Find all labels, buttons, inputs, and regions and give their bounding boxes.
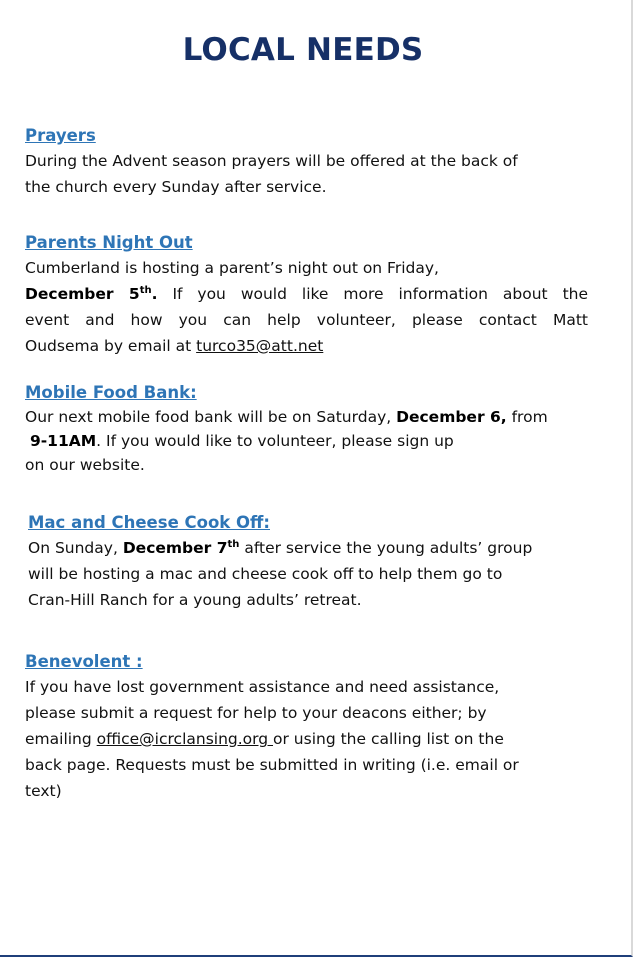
prayers-heading: Prayers — [25, 126, 96, 145]
food-bank-text — [25, 405, 588, 477]
prayers-text — [25, 148, 588, 200]
mac-cheese-text — [28, 535, 591, 613]
food-bank-time: 9-11AM — [29, 432, 97, 450]
prayers-line-2: the church every Sunday after service. — [25, 178, 327, 196]
section-parents-night-out — [25, 231, 588, 359]
parents-night-text — [25, 255, 588, 359]
parents-night-line-4: Oudsema by email at turco35@att.net — [25, 337, 324, 355]
food-bank-line-3: on our website. — [25, 456, 145, 474]
section-mac-and-cheese — [28, 511, 591, 613]
benevolent-line-1: If you have lost government assistance and need assistance, — [25, 678, 500, 696]
benevolent-line-2: please submit a request for help to your deacons either; by — [25, 704, 487, 722]
benevolent-email-link[interactable]: office@icrclansing.org — [96, 730, 274, 748]
parents-night-date: December 5th. — [25, 284, 158, 303]
food-bank-line-1: Our next mobile food bank will be on Saturday, December 6, from — [25, 408, 548, 426]
benevolent-line-3: emailing office@icrclansing.org or using the calling list on the — [25, 730, 504, 748]
section-mobile-food-bank — [25, 381, 588, 477]
prayers-line-1: During the Advent season prayers will be offered at the back of — [25, 152, 518, 170]
parents-night-line-1: Cumberland is hosting a parent’s night out on Friday, — [25, 259, 439, 277]
parents-night-line-3: event and how you can help volunteer, please contact Matt — [25, 311, 588, 329]
mac-cheese-date: December 7th — [122, 538, 240, 557]
parents-night-heading: Parents Night Out — [25, 233, 193, 252]
benevolent-line-5: text) — [25, 782, 62, 800]
benevolent-line-4: back page. Requests must be submitted in writing (i.e. email or — [25, 756, 519, 774]
mac-cheese-line-1: On Sunday, December 7th after service the young adults’ group — [28, 538, 533, 557]
food-bank-line-2: 9-11AM. If you would like to volunteer, please sign up — [29, 432, 454, 450]
benevolent-heading: Benevolent : — [25, 652, 143, 671]
mac-cheese-heading: Mac and Cheese Cook Off: — [28, 513, 270, 532]
benevolent-text — [25, 674, 588, 804]
section-prayers — [25, 124, 588, 200]
page-title: LOCAL NEEDS — [182, 32, 424, 68]
food-bank-date: December 6, — [396, 408, 507, 426]
section-benevolent — [25, 650, 588, 804]
mac-cheese-line-3: Cran-Hill Ranch for a young adults’ retreat. — [28, 591, 362, 609]
parents-night-line-2: December 5th. If you would like more information about the — [25, 284, 589, 303]
food-bank-heading: Mobile Food Bank: — [25, 383, 197, 402]
parents-night-email-link[interactable]: turco35@att.net — [196, 337, 324, 355]
mac-cheese-line-2: will be hosting a mac and cheese cook off to help them go to — [28, 565, 503, 583]
